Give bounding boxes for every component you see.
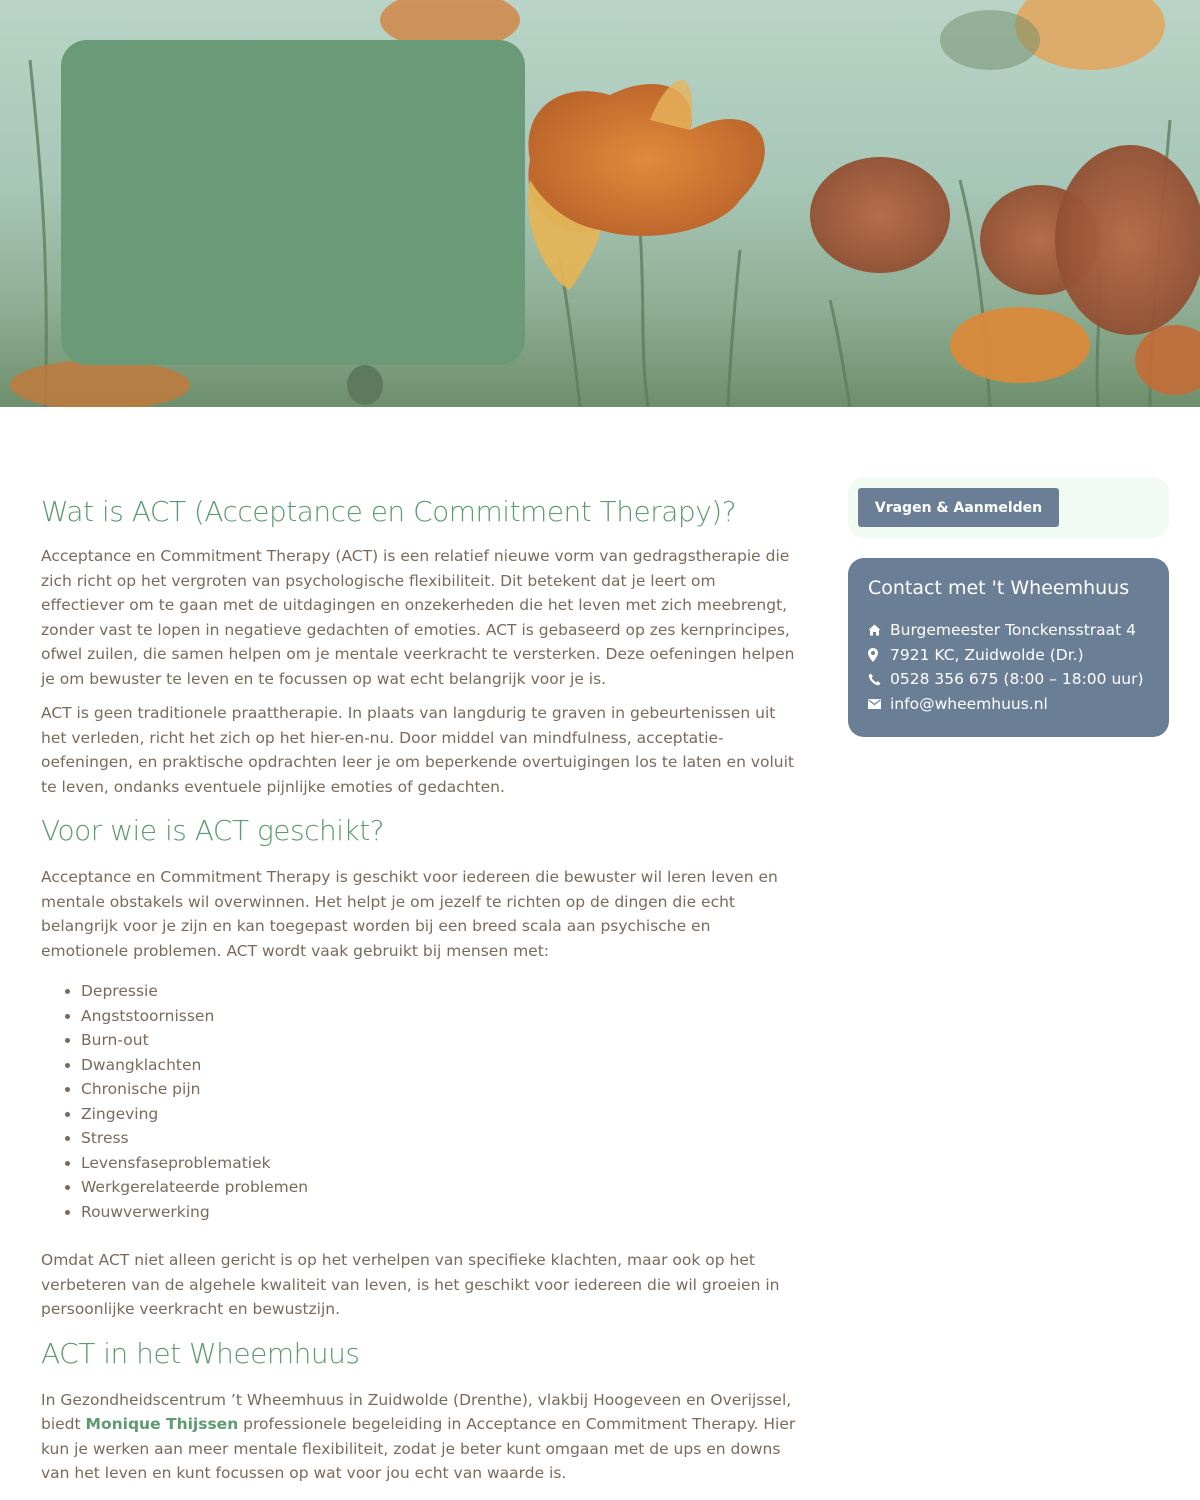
contact-address: Burgemeester Tonckensstraat 4 [890, 621, 1137, 639]
contact-email[interactable]: info@wheemhuus.nl [890, 694, 1048, 713]
list-item: • Dwangklachten [81, 1053, 801, 1078]
intro-paragraph: Acceptance en Commitment Therapy (ACT) is een relatief nieuwe vorm van gedragstherapie die zich richt op het vergroten van psychologische flexibiliteit. Dit betekent dat je leert om effectiever om te gaan met de uitdagingen en onzekerheden die het leven met zich meebrengt, zonder vast te lopen in negatieve gedachten of emoties. ACT is gebaseerd op zes kernprincipes, ofwel zuilen, die samen helpen om je mentale veerkracht te versterken. Deze oefeningen helpen je om bewuster te leven en te focussen op wat echt belangrijk voor je is. [41, 547, 795, 688]
main-content [41, 490, 801, 1496]
therapist-link[interactable]: Monique Thijssen [85, 1415, 239, 1433]
map-marker-icon [868, 648, 890, 662]
home-icon [868, 624, 890, 636]
list-item: • Werkgerelateerde problemen [81, 1175, 801, 1200]
list-item: • Angststoornissen [81, 1004, 801, 1029]
contact-email-row [868, 692, 1149, 717]
paragraph-5-text-end: professionele begeleiding in Acceptance en Commitment Therapy. Hier kun je werken aan meer mentale flexibiliteit, zodat je beter kunt omgaan met de ups en downs van het leven en kunt focussen op wat voor jou echt van waarde is. [41, 1415, 796, 1482]
list-item: • Rouwverwerking [81, 1200, 801, 1225]
envelope-icon [868, 699, 890, 709]
paragraph-3: Acceptance en Commitment Therapy is geschikt voor iedereen die bewuster wil leren leven en mentale obstakels wil overwinnen. Het helpt je om jezelf te richten op de dingen die echt belangrijk voor je zijn en kan toegepast worden bij een breed scala aan psychische en emotionele problemen. ACT wordt vaak gebruikt bij mensen met: [41, 868, 778, 960]
contact-phone[interactable]: 0528 356 675 (8:00 – 18:00 uur) [890, 670, 1144, 688]
phone-icon [868, 673, 890, 686]
paragraph-2: ACT is geen traditionele praattherapie. In plaats van langdurig te graven in gebeurtenissen uit het verleden, richt het zich op het hier-en-nu. Door middel van mindfulness, acceptatie-oefeningen, en praktische opdrachten leer je om beperkende overtuigingen los te laten en voluit te leven, ondanks eventuele pijnlijke emoties of gedachten. [41, 704, 794, 796]
sidebar-cta-box [848, 477, 1169, 538]
questions-signup-button[interactable]: Vragen & Aanmelden [858, 488, 1059, 527]
contact-city-row [868, 643, 1149, 668]
list-item: • Levensfaseproblematiek [81, 1151, 801, 1176]
list-item: • Stress [81, 1126, 801, 1151]
hero-card [61, 40, 525, 365]
contact-city: 7921 KC, Zuidwolde (Dr.) [890, 645, 1084, 664]
contact-box [848, 558, 1169, 737]
contact-address-row [868, 618, 1149, 643]
paragraph-5 [41, 1388, 801, 1486]
page-title: Wat is ACT (Acceptance en Commitment Therapy)? [41, 495, 737, 528]
paragraph-5-text-start: In Gezondheidscentrum ’t Wheemhuus in Zuidwolde (Drenthe), vlakbij Hoogeveen en Overijssel, biedt [41, 1390, 792, 1433]
list-item: • Depressie [81, 979, 801, 1004]
list-item: • Chronische pijn [81, 1077, 801, 1102]
hero-banner [0, 0, 1200, 407]
conditions-list [41, 979, 801, 1224]
section-heading-wheemhuus: ACT in het Wheemhuus [41, 1336, 360, 1370]
list-item: • Burn-out [81, 1028, 801, 1053]
section-heading-suitability: Voor wie is ACT geschikt? [41, 814, 385, 847]
contact-title: Contact met 't Wheemhuus [868, 577, 1130, 599]
contact-phone-row [868, 667, 1149, 692]
list-item: • Zingeving [81, 1102, 801, 1127]
paragraph-4: Omdat ACT niet alleen gericht is op het verhelpen van specifieke klachten, maar ook op het verbeteren van de algehele kwaliteit van leven, is het geschikt voor iedereen die wil groeien in persoonlijke veerkracht en bewustzijn. [41, 1251, 780, 1318]
